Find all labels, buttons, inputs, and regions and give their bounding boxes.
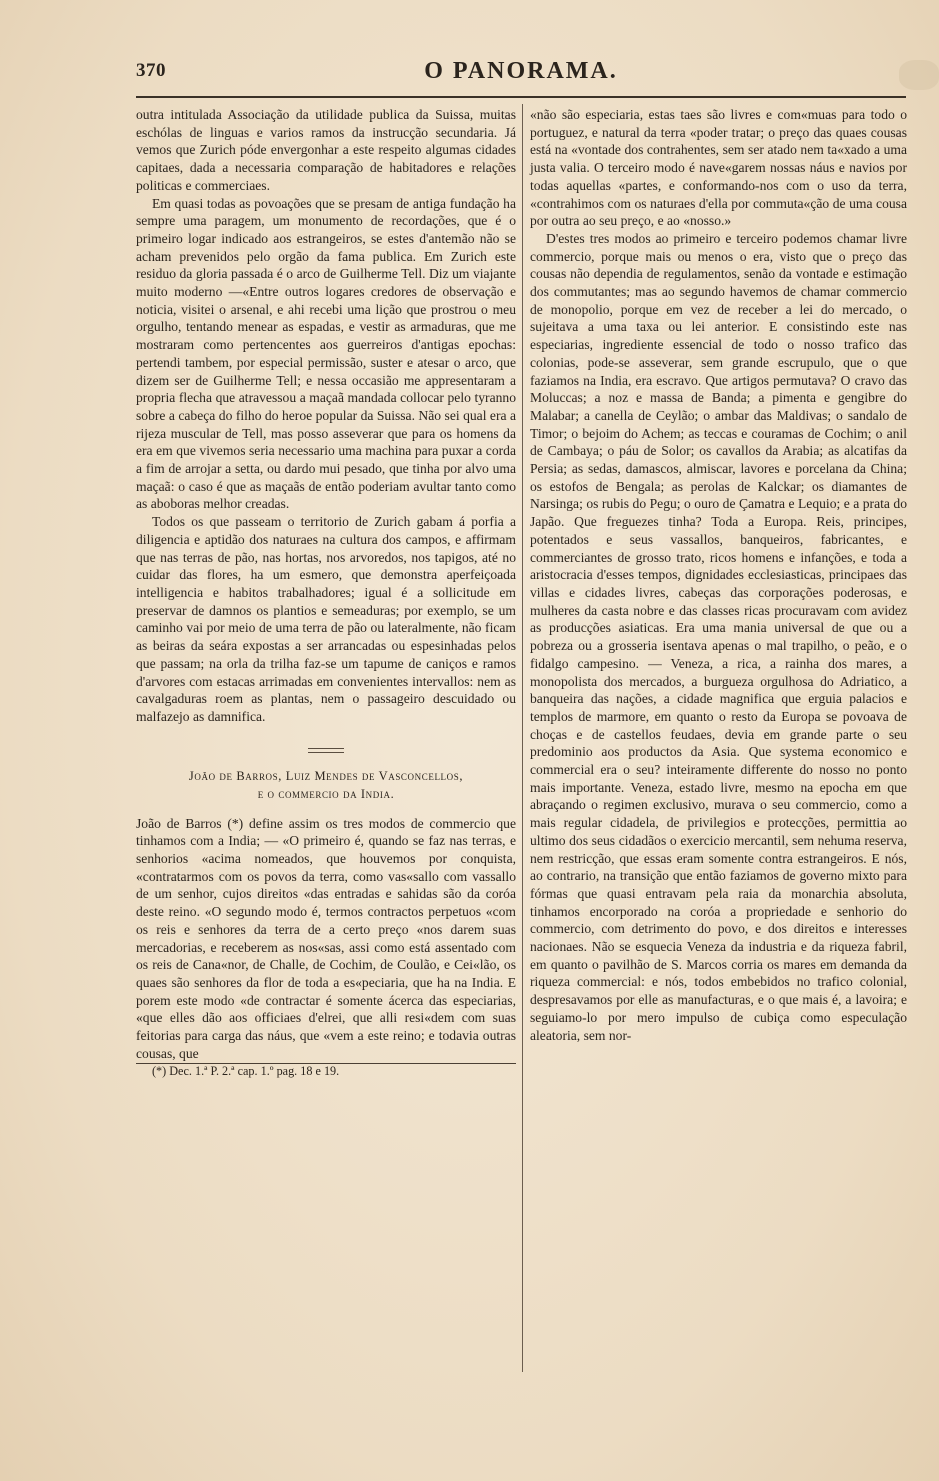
right-column xyxy=(530,106,907,1044)
paragraph: Todos os que passeam o territorio de Zurich gabam á porfia a diligencia e aptidão dos naturaes na cultura dos campos, e affirmam que nas terras de pão, nas hortas, nos arvoredos, nos tapigos, até no cuidar das flores, ha um esmero, que demonstra aperfeiçoada intelligencia e habitos trabalhadores; igual é a sollicitude em preservar de damnos os plantios e semeaduras; por exemplo, se um caminho vai por meio de uma terra de pão ou lateralmente, não ficam as beiras da seára expostas a ser arrancadas ou espesinhadas pelos que passam; na orla da trilha faz-se um tapume de caniços e ramos d'arvores com estacas arrimadas em convenientes intervallos: nem as cavalgaduras roem as plantas, nem o passageiro descuidado ou malfazejo as damnifica. xyxy=(136,514,516,724)
column-rule xyxy=(522,104,523,1372)
paragraph: «não são especiaria, estas taes são livres e com«muas para todo o portuguez, e natural da terra «poder tratar; o preço das quaes cousas está na «vontade dos contrahentes, sem ser atado nem ta«xado a uma justa valia. O terceiro modo é nave«garem nossas náus e navios por todas aquellas «partes, e conformando-nos com o uso da terra, «contrahimos com os naturaes d'ella por commuta«ção de uma cousa por outra ao seu preço, e ao «nosso.» xyxy=(530,107,907,229)
paragraph: João de Barros (*) define assim os tres modos de commercio que tinhamos com a India; — «O primeiro é, quando se faz nas terras, e senhorios «acima nomeados, que houvemos por conquista, «contratarmos com os povos da terra, como vas«sallo com vassallo de um senhor, cujos direitos «das entradas e sahidas são da coróa deste reino. «O segundo modo é, termos contractos perpetuos «com os reis e senhores da terra de a certo preço «nos darem suas mercadorias, e receberem as nos«sas, assi como está assentado com os reis de Cana«nor, de Challe, de Cochim, de Coulão, e Cei«lão, os quaes são senhores da flor de toda a es«peciaria, que ha na India. E porem este modo «de contractar é somente ácerca das especiarias, «que elles dão aos officiaes d'elrei, que alli resi«dem com suas feitorias para carga das náus, que «vem a este reino; e todavia outras cousas, que xyxy=(136,815,516,1061)
journal-title: O PANORAMA. xyxy=(424,58,618,84)
article-title-line: João de Barros, Luiz Mendes de Vasconcellos, xyxy=(188,768,464,783)
footnote: (*) Dec. 1.ª P. 2.ª cap. 1.º pag. 18 e 19. xyxy=(152,1064,340,1079)
paragraph: Em quasi todas as povoações que se presam de antiga fundação ha sempre uma paragem, um monumento de recordações, que é o primeiro logar indicado aos estrangeiros, se estes d'antemão não se acham prevenidos pelo orgão da fama publica. Em Zurich este residuo da gloria passada é o arco de Guilherme Tell. Diz um viajante muito moderno —«Entre outros logares credores de observação e noticia, visitei o arsenal, e ahi recebi uma lição que prostrou o meu orgulho, tentando menear as espadas, e vestir as armaduras, que me mostraram como pertencentes aos guerreiros d'antigas epochas: pertendi tambem, por especial permissão, suster e atesar o arco, que dizem ser de Guilherme Tell; e nessa occasião me appresentaram a propria flecha que atravessou a maçaã mandada collocar pelo tyranno sobre a cabeça do filho do heroe popular da Suissa. Não sei qual era a rijeza muscular de Tell, mas posso asseverar que para os homens da era em que vivemos seria necessario uma machina para puxar a corda a fim de arrojar a setta, ou dardo mui pesado, que tinha por alvo uma maçaã: o caso é que as maçaãs de então poderiam avultar tanto como as aboboras melhor creadas. xyxy=(136,195,516,512)
article-title xyxy=(136,767,516,803)
page-header xyxy=(136,58,906,94)
page-number: 370 xyxy=(136,60,166,81)
left-column xyxy=(136,106,516,1079)
header-rule xyxy=(136,96,906,98)
paragraph: outra intitulada Associação da utilidade publica da Suissa, muitas eschólas de linguas e varios ramos da instrucção secundaria. Já vemos que Zurich póde envergonhar a este respeito algumas cidades capitaes, dada a necessaria comparação de habitadores e relações politicas e commerciaes. xyxy=(136,107,516,193)
article-title-line: e o commercio da India. xyxy=(257,786,395,801)
paragraph: D'estes tres modos ao primeiro e terceiro podemos chamar livre commercio, porque mais ou menos o era, visto que o preço das cousas não dependia de regulamentos, senão da vontade e estimação dos commutantes; mas ao segundo havemos de chamar commercio de monopolio, porque em vez de receber a lei do mercado, o sujeitava a uma taxa ou lei anterior. E consistindo este nas especiarias, ingrediente essencial de todo o nosso trafico das colonias, pode-se asseverar, sem grande escrupulo, que o que faziamos na India, era escravo. Que artigos permutava? O cravo das Moluccas; a noz e massa de Banda; a pimenta e gengibre do Malabar; a canella de Ceylão; o ambar das Maldivas; o sandalo de Timor; o bejoim do Achem; as teccas e couramas de Cochim; o anil de Cambaya; o páu de Solor; os cavallos da Arabia; as alcatifas da Persia; as sedas, damascos, almiscar, lavores e porcelana da China; os estofos de Bengala; as perolas de Kalckar; os diamantes de Narsinga; os rubis do Pegu; o ouro de Çamatra e Lequio; e a prata do Japão. Que freguezes tinha? Toda a Europa. Reis, principes, potentados e seus vassallos, banqueiros, fabricantes, e commerciantes de grosso trato, ricos homens e infanções, e toda a aristocracia d'esses tempos, dignidades ecclesiasticas, principaes das villas e cidades livres, cabeças das corporações poderosas, e mulheres da casta nobre e das classes ricas procuravam com avidez as producções asiaticas. Era uma mania universal de que ou a pobreza ou a grosseria isentava apenas o mal trapilho, o peão, e o fidalgo campesino. — Veneza, a rica, a rainha dos mares, a monopolista dos mercados, a burgueza orgulhosa do Adriatico, a banqueira das nações, a cidade magnifica que erguia palacios e templos de marmore, em quanto o resto da Europa se povoava de choças e de castellos feudaes, devia em grande parte o seu predominio aos productos da Asia. Que systema economico e commercial era o seu? inteiramente differente do nosso no ponto mais importante. Veneza, estado livre, mesmo na epocha em que abraçando o regimen exclusivo, murava o seu commercio, como a mais regular cidadela, de privilegios e protecções, permittia ao ultimo dos seus cidadãos o exercicio mercantil, sem nehuma reserva, nem restricção, que essas eram somente contra estrangeiros. E nós, ao contrario, na transição que então faziamos de governo mixto para fórmas que quasi entravam pela raia da monarchia absoluta, tinhamos encorporado na coróa a propriedade e senhorio do commercio, com detrimento do povo, e dos direitos e interesses nacionaes. Não se esquecia Veneza da industria e da riqueza fabril, em quanto o pavilhão de S. Marcos corria os mares em demanda da riqueza commercial: e nós, todos embebidos no trafico colonial, despresavamos por elle as manufacturas, e o que mais é, a lavoira; e seguiamo-lo por mero impulso de cubiça como especulação aleatoria, sem nor- xyxy=(530,230,907,1043)
section-separator xyxy=(308,748,344,753)
